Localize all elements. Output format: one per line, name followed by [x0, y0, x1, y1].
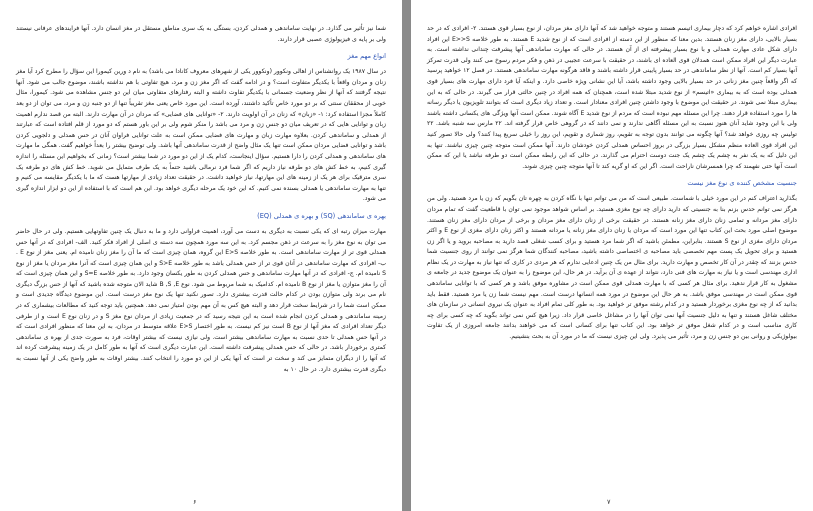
section-heading-gender: جنسیت مشخص کننده ی نوع مغز نیست: [687, 179, 797, 188]
left-page: [0, 0, 402, 511]
right-page-number: ۷: [607, 498, 611, 506]
left-intro-paragraph: شما نیز تأثیر می گذارد. در نهایت ساماندهی و همدلی کردن، بستگی به یک سری مناطق مستقل در مغز انسان دارد. آنها فرایندهای عرفانی نیستند ولی بر پایه ی فیزیولوژی عصبی قرار دارند.: [16, 25, 386, 43]
left-page-number: ۶: [193, 498, 197, 506]
left-paragraph-2: مهارت میزان رتبه ای که یکی نسبت به دیگری به دست می آورد، اهمیت فراوانی دارد و ما به دنبال یک چنین تفاوتهایی هستیم. ولی در حال حاضر می توان به نوع مغز را به سرعت در ذهن مجسم کرد. به این سه مورد همچون سه دسته ی اصلی از افراد فکر کنید. الف- افرادی که در آنها حس همدلی قوی تر از مهارت ساماندهی است. به طور خلاصه E>S این گروه، همان چیزی است که ما آن را مغز زنان نامیده ام. یعنی مغز از نوع E . ب- افرادی که مهارت ساماندهی در آنان قوی تر از حس همدلی باشد به طور خلاصه S>E و این همان چیزی است که آنرا مغز مردان یا مغز از نوع S نامیده ام. ج- افرادی که در آنها مهارت ساماندهی و حس همدلی کردن به طور یکسان وجود دارد. به طور خلاصه S=E و این همان چیزی است که آن را مغز متوازن یا مغز از نوع B نامیده ام. کدامیک به شما مربوط می شود. نوع B ,S ,E شاید الان متوجه شده باشید که آنها از حس بزرگ دیگری نام می برند ولی متوازن بودن در کدام حالت قدرت بیشتری دارد. تصور نکنید تنها یک نوع مغز درست است. این موضوع دیدگاه جدیدی است و ممکن است شما را در شرایط سخت قرار دهد و البته هیچ کس به آن مهم بودن امتیاز نمی دهد. همچنین باید توجه کنید که مطالعات بیشماری که در زمینه ساماندهی و همدلی کردن انجام شده است به این نتیجه رسید که در جمعیت زیادی از مردان نوع مغز S و در زنان نوع E است و از طرفی دیگر تعداد افرادی که مغز آنها از نوع B است نیز کم نیست. به طور اختصار E>S علاقه متوسط در مردان، به این معنا که منظور افرادی است که در آنها حس همدلی تا حدی نسبت به مهارت ساماندهی بیشتر است. ولی نیازی نیست که بیشتر اوقات، فرد به صورت جدی از بهره ی ساماندهی کمتری برخوردار باشد. در حالی که حس همدلی پیشرفت داشته است. این عبارت دیگری است که آنها به طور کامل در یک زمینه پیشرفت کرده اند که آنها را از دیگران متمایز می کند و سخت تر است که آنها یکی از این دو مورد را انتخاب کنند. بیشتر اوقات به طور واضح یکی از آنها نسبت به دیگری قدرت بیشتری دارد. در حال ۱۰ به: [16, 227, 387, 373]
page-divider: [402, 0, 411, 511]
right-paragraph-1: افرادی اشاره خواهم کرد که دچار بیماری اتیسم هستند و متوجه خواهید شد که آنها دارای مغز مردان، از نوع بسیار قوی هستند. ۲- افرادی که در حد بسیار بالایی، دارای مغز زنان هستند. بدین معنا که منظور از این دسته از افرادی است که از نوع شدید E هستند. به طور خلاصه E>>S این افراد دارای شکل عادی مهارت همدلی و با نوع بسیار پیشرفته ای از آن هستند. در حالی که مهارت ساماندهی آنها پیشرفت چندانی نداشته است. به عبارت دیگر این افراد ممکن است همدلان قوی العاده ای باشند، در حقیقت با سرعت عجیبی در ذهن و فکر مردم رسوخ می کنند ولی قدرت تمرکز آنها بسیار کم است. آنها از نظر ساماندهی در حد بسیار پایینی قرار داشته باشند و فاقد هرگونه مهارت ساماندهی هستند. در فصل ۱۲ خواهید پرسید که اگر واقعاً چنین مغز زنانی در حد بسیار بالایی وجود داشته باشد، آیا این نشانی ویژه خاصی دارد. و اینکه آیا فرد دارای مهارت های بسیار قوی همدلی بوده است که به بیماری «اتیسم» از نوع شدید مبتلا شده است، همچنان که همه افراد در چنین حالتی قرار می گیرند. در حالی که به این بیماری مبتلا نمی شوند. در حقیقت این موضوع با وجود داشتن چنین افرادی معنادار است. و تعداد زیاد دیگری است که بتوانند تلویزیون یا دیگر رسانه ها را مورد استفاده قرار دهند. چرا این مسئله مهم نبوده است که مردم از نوع شدید E آگاه شوند. ممکن است آنها ویژگی های یکسانی داشته باشند ولی با این وجود شاید آنان هنوز نسبت به این مسئله آگاهی ندارند و نمی دانند که در گروهی خاص قرار گرفته اند. ۲۲ مارس سه شنبه باشد. ۲۲ تولیس چه روزی خواهد شد؟ آنها چگونه می توانند بدون توجه به تقویم، روز شماری و تقویم، این روز را خیلی سریع پیدا کنند؟ ولی حالا تصور کنید این افراد قوی العاده منظم مشکل بسیار بزرگی در بروز احساس همدلی کردن خودشان دارند. آنها ممکن است متوجه چنین چیزی نباشند. تنها به این دلیل که به یک نفر به چشم یک چشم یک جنت دوست احترام می گذارند. در حالی که این رابطه ممکن است دو طرفه نباشد یا این که ممکن است آنها حتی نفهمند که چرا همسرشان ناراحت است. اگر این که او گریه کند تا آنها متوجه چنین چیزی شوند.: [427, 25, 798, 170]
right-paragraph-2: بگذارید اعتراف کنم در این مورد خیلی با شماست. طبیعی است که من می توانم تنها با نگاه کردن به چهره تان بگویم که زن یا مرد هستید. ولی من هرگز نمی توانم حدس بزنم بنا به جنسیتی که دارید دارای چه نوع مغزی هستید. بر اساس شواهد موجود نمی توان با قاطعیت گفت که تمام مردان دارای مغز مردانه و تمامی زنان دارای مغز زنانه هستند. در حقیقت برخی از زنان دارای مغز مردان و برخی از مردان دارای مغز زنان هستند. موضوع اصلی مورد بحث این کتاب تنها این مورد است که مردان یا زنان دارای مغز زنانه یا مردانه هستند و اکثر زنان دارای مغزی از نوع E و اکثر مردان دارای مغزی از نوع S هستند. بنابراین، مطمئن باشید که اگر شما مرد هستید و برای کسب شغلی قصد دارید به مصاحبه بروید و یا اگر زن هستید و برای تحویل یک پست مهم تخصصی باید مصاحبه ی اختصاصی داشته باشید، مصاحبه کنندگان شما هرگز نمی توانند از روی جنسیت شما حدس بزنند که چقدر در آن کار تخصص و مهارت دارید. برای مثال من یک چنین ادعایی ندارم که هر مردی در کاری که تنها نیاز به مهارت در یک نظام اداری مهندسی است و یا نیاز به مهارت های فنی دارد، نتواند از عهده ی آن برآید. در هر حال، این موضوع را به عنوان یک موضوع جدید در جامعه ی مشغول به کار قرار ندهید. برای مثال هر کسی که با مهارت همدلی قوی ممکن است در مشاوره موفق باشد و هر کسی که با توانایی ساماندهی قوی ممکن است در مهندسی موفق باشد. به هر حال این موضوع در مورد همه انسانها درست است. مهم نیست شما زن یا مرد هستید. فقط باید بدانید که از چه نوع مغزی برخوردار هستید و در کدام رشته موفق تر خواهید بود. به طور کلی تمام افراد به عنوان یک نیروی انسانی در سازمان های مختلف شاغل هستند و تنها به دلیل جنسیت آنها نمی توان آنها را در مشاغل خاصی قرار داد. زیرا هیچ کس نمی تواند بگوید که چه کسی برای چه کاری مناسب است و در کدام شغل موفق تر خواهد بود. این کتاب تنها برای کسانی است که می خواهند بدانند جامعه امروزی از یک تفاوت بیولوژیکی و روانی بین دو جنس زن و مرد، تأثیر می پذیرد. ولی این چیزی نیست که ما در مورد آن به بحث بنشینیم.: [427, 195, 798, 341]
left-paragraph-1: در سال ۱۹۸۷ یک روانشناس از اهالی ونکوور (ونکوور یکی از شهرهای معروف کانادا می باشد) به نام د ورین کیمورا این سؤال را مطرح کرد آیا مغز زنان و مردان واقعاً با یکدیگر متفاوت است؟ و در ادامه گفت که اگر مغز زن و مرد، هیچ تفاوتی با هم نداشته باشند، موضوع جالب می شود. آنها نتیجه گرفتند که آنها از نظر وضعیت جسمانی با یکدیگر تفاوت داشته و البته رفتارهای متفاوتی میان این دو جنس مشاهده می شود. کیمورا، مثال خوبی از محققان سنتی که بر دو مورد خاص تأکید داشتند، آورده است. این مورد خاص یعنی مغز تقریباً تنها از دو جنبه زن و مرد، می توان از دو بعد کاملاً مجزا استفاده کرد: ۱- «زبان» که زنان در آن اولویت دارند. ۲- «توانایی های فضایی» که مردان در آن مهارت دارند. البته من قصد ندارم اهمیت زبان و توانایی هایی که در تعریف میان دو جنس زن و مرد می باشد را منکر شوم ولی بر این باور هستم که دو مورد از قلم افتاده است که عبارتند از همدلی و ساماندهی کردن. بعلاوه مهارت زبان و مهارت های فضایی ممکن است به علت توانایی فراوان آنان در حس همدلی و دلجویی کردن باشد و توانایی فضایی مردان ممکن است تنها یک مثال واضح از قدرت ساماندهی آنها باشد. ولی توضیح بیشتر را بعداً خواهیم گفت. همگی ما مهارت های ساماندهی و همدلی کردن را دارا هستیم. سؤال اینجاست، کدام یک از این دو مورد در شما بیشتر است؟ زمانی که بخواهیم این مسئله را اندازه گیری کنیم، به خط کش های دو طرفه نیاز داریم که اگر شما فرد نرمالی باشید حتماً به یک طرف متمایل می شوید. خط کش های دو طرفه یک سری مترقیک برای هر یک از زمینه های این مهارتها، نیاز خواهید داشت. در حقیقت تعداد زیادی از مهارتها هست که ما با یکدیگر مقایسه می کنیم و تنها به مهارت ساماندهی یا همدلی بسنده نمی کنیم. که این خود یک مرحله دیگری خواهد بود. این هم است که با استفاده از این دو ابزار اندازه گیری می شود.: [16, 68, 386, 203]
right-page: [411, 0, 813, 511]
section-heading-sq-eq: بهره ی ساماندهی (SQ) و بهره ی همدلی (EQ): [257, 211, 386, 220]
section-heading-brain-types: انواع مهم مغز: [347, 52, 386, 61]
